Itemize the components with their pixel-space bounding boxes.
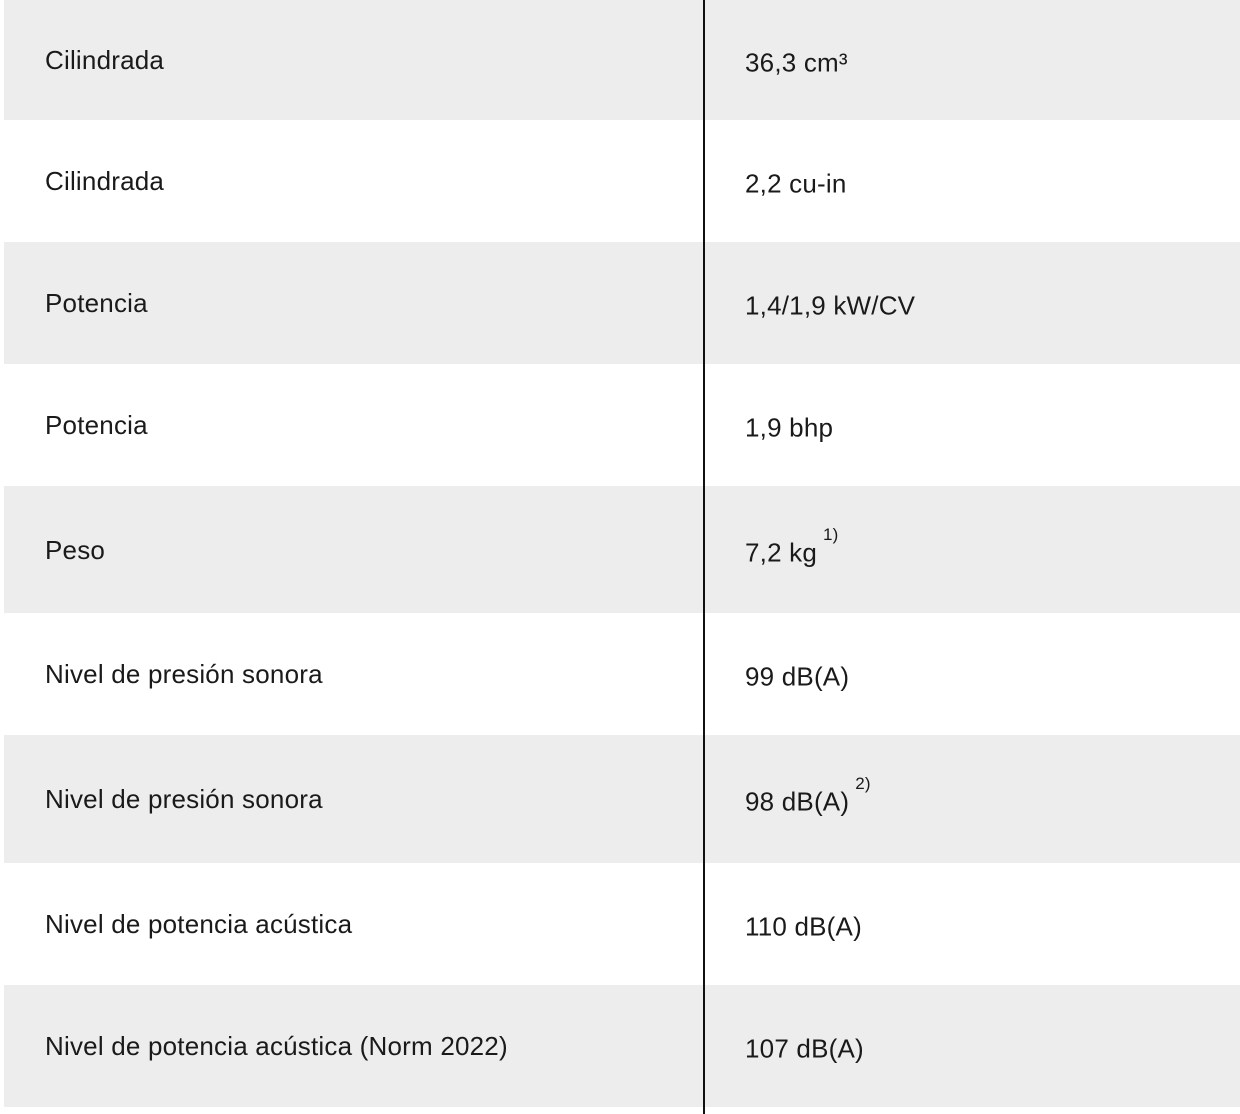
spec-value: 98 dB(A) [745, 786, 850, 817]
spec-label: Nivel de presión sonora [4, 735, 704, 863]
spec-label: Potencia [4, 364, 704, 486]
spec-value-cell [704, 0, 1240, 120]
footnote-marker: 2) [855, 774, 871, 794]
table-row [4, 120, 1240, 242]
table-row [4, 985, 1240, 1107]
spec-label: Nivel de potencia acústica (Norm 2022) [4, 985, 704, 1107]
spec-value-cell [704, 242, 1240, 364]
spec-value: 99 dB(A) [745, 661, 850, 692]
spec-value-cell [704, 735, 1240, 863]
spec-value-cell [704, 120, 1240, 242]
spec-value-cell [704, 613, 1240, 735]
spec-value: 36,3 cm³ [745, 47, 848, 78]
spec-label: Peso [4, 486, 704, 613]
table-row [4, 863, 1240, 985]
column-divider [703, 0, 705, 1114]
spec-label: Cilindrada [4, 120, 704, 242]
spec-value: 110 dB(A) [745, 911, 862, 942]
table-row [4, 364, 1240, 486]
spec-value: 1,4/1,9 kW/CV [745, 290, 916, 321]
spec-label: Potencia [4, 242, 704, 364]
footnote-marker: 1) [823, 524, 839, 544]
table-row [4, 242, 1240, 364]
spec-value: 1,9 bhp [745, 412, 834, 443]
spec-value-cell [704, 486, 1240, 613]
spec-label: Nivel de presión sonora [4, 613, 704, 735]
spec-value: 7,2 kg [745, 537, 818, 568]
spec-value: 2,2 cu-in [745, 168, 847, 199]
spec-value-cell [704, 863, 1240, 985]
table-row [4, 0, 1240, 120]
spec-value-cell [704, 364, 1240, 486]
spec-label: Cilindrada [4, 0, 704, 120]
spec-table [4, 0, 1240, 1107]
table-row [4, 735, 1240, 863]
spec-label: Nivel de potencia acústica [4, 863, 704, 985]
spec-value-cell [704, 985, 1240, 1107]
spec-value: 107 dB(A) [745, 1033, 864, 1064]
table-row [4, 613, 1240, 735]
table-row [4, 486, 1240, 613]
